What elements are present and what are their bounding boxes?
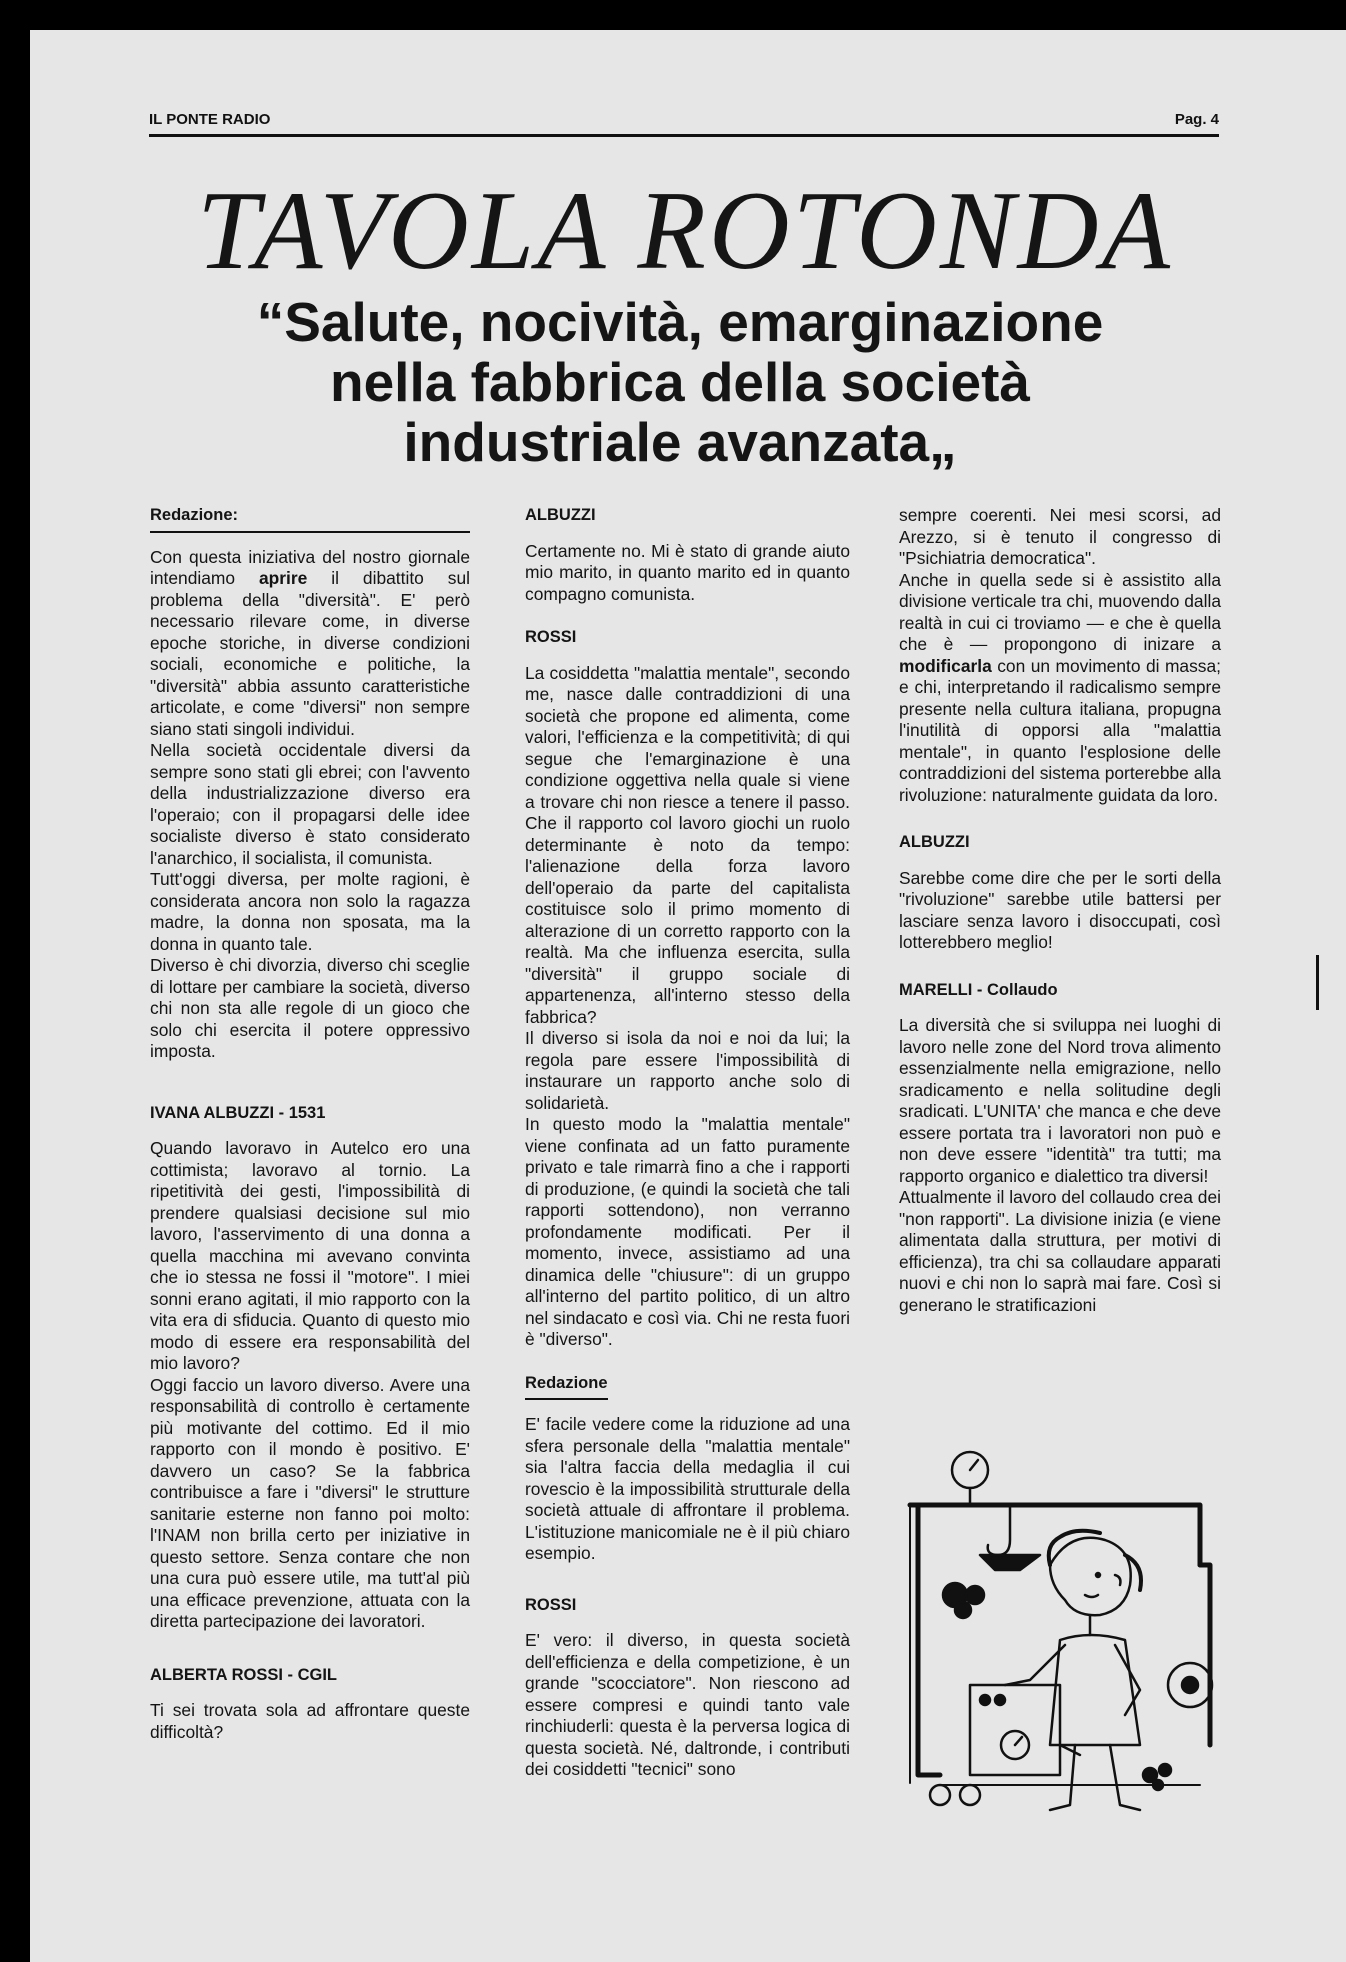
paragraph (899, 570, 1221, 807)
text-run: Con questa iniziativa del nostro giornale intendiamo (150, 546, 470, 588)
speaker-heading: ROSSI (525, 1595, 577, 1614)
speaker-heading: Redazione: (150, 505, 470, 533)
page-title: TAVOLA ROTONDA (197, 169, 1173, 293)
paragraph: Diverso è chi divorzia, diverso chi sceglie di lottare per cambiare la società, diverso chi non sta alle regole di un gioco che solo chi esercita il potere oppressivo imposta. (150, 955, 470, 1061)
paragraph (150, 547, 470, 741)
paragraph: In questo modo la "malattia mentale" viene confinata ad un fatto puramente privato e tale rimarrà fino a che i rapporti di produzione, (e quindi la società che tali rapporti sottendono), non verranno profondamente modificati. Per il momento, invece, assistiamo ad una dinamica delle "chiusure": di un gruppo all'interno del partito politico, di un altro nel sindacato e così via. Chi ne resta fuori è "diverso". (525, 1114, 850, 1349)
speaker-heading: ROSSI (525, 628, 577, 646)
speaker-heading: ALBUZZI (899, 833, 970, 851)
paragraph: Il diverso si isola da noi e noi da lui; la regola pare essere l'impossibilità di instaurare un rapporto anche solo di solidarietà. (525, 1028, 850, 1113)
woman-at-machine-drawing-icon (900, 1445, 1220, 1845)
page-number: Pag. 4 (1174, 111, 1219, 128)
paragraph: Nella società occidentale diversi da sempre sono stati gli ebrei; con l'avvento della industrializzazione diverso era l'operaio; con il propagarsi delle idee socialiste diverso è stato considerato l'anarchico, il socialista, il comunista. (150, 740, 470, 868)
paragraph: Certamente no. Mi è stato di grande aiuto mio marito, in quanto marito ed in quanto compagno comunista. (525, 540, 850, 604)
margin-mark (1316, 955, 1319, 1010)
paragraph: E' facile vedere come la riduzione ad una sfera personale della "malattia mentale" sia l'altra faccia della medaglia il cui rovescio è la impossibilità strutturale della società attuale di affrontare il problema. L'istituzione manicomiale ne è il più chiaro esempio. (525, 1414, 850, 1563)
emphasis-text: modificarla (899, 655, 992, 676)
speaker-heading: Redazione (525, 1373, 608, 1401)
paragraph: Tutt'oggi diversa, per molte ragioni, è considerata ancora non solo la ragazza madre, la donna non sposata, ma la donna in quanto tale. (150, 869, 470, 954)
text-run: Anche in quella sede si è assistito alla divisione verticale tra chi, muovendo dalla realtà in cui ci troviamo — e che è quella che è — propongono di inizare a (899, 569, 1221, 654)
emphasis-text: aprire (259, 568, 308, 588)
paragraph: sempre coerenti. Nei mesi scorsi, ad Arezzo, si è tenuto il congresso di "Psichiatria democratica". (899, 505, 1221, 568)
paragraph: Ti sei trovata sola ad affrontare queste difficoltà? (150, 1700, 470, 1742)
paragraph: Oggi faccio un lavoro diverso. Avere una responsabilità di controllo è certamente più motivante del cottimo. Ed il mio rapporto con il mondo è positivo. E' davvero un caso? Se la fabbrica contribuisce a fare i "diversi" le strutture sanitarie esterne non fanno poi molto: l'INAM non brilla certo per iniziative in questo settore. Senza contare che non una cura può essere utile, ma tutt'al più una efficace prevenzione, attuata con la diretta partecipazione dei lavoratori. (150, 1374, 470, 1631)
speaker-heading: ALBUZZI (525, 506, 596, 524)
paragraph: Quando lavoravo in Autelco ero una cottimista; lavoravo al tornio. La ripetitività dei gesti, l'impossibilità di prendere qualsiasi decisione sul mio lavoro, l'asservimento di una donna a quella macchina mi avevano convinta che io stessa ne fossi il "motore". I miei sonni erano agitati, il mio rapporto con la vita era di sfiducia. Quanto di questo mio modo di essere era responsabilità del mio lavoro? (150, 1138, 470, 1373)
speaker-heading: MARELLI - Collaudo (899, 980, 1058, 999)
paragraph: Sarebbe come dire che per le sorti della "rivoluzione" sarebbe utile battersi per lasciare senza lavoro i disoccupati, così lotterebbero meglio! (899, 867, 1221, 952)
paragraph: E' vero: il diverso, in questa società dell'efficienza e della competizione, è un grande "scocciatore". Non riescono ad essere compresi e quindi tanto vale rinchiuderli: questa è la perversa logica di questa società. Né, daltronde, i contributi dei cosiddetti "tecnici" sono (525, 1630, 850, 1779)
page-header (149, 111, 1219, 137)
text-run: con un movimento di massa; e chi, interpretando il radicalismo sempre presente nella cultura italiana, propugna l'inutilità di opporsi alla "malattia mentale", in quanto l'esplosione delle contraddizioni del sistema porterebbe alla rivoluzione: naturalmente guidata da loro. (899, 655, 1221, 805)
speaker-heading: ALBERTA ROSSI - CGIL (150, 1665, 337, 1684)
paragraph: Attualmente il lavoro del collaudo crea dei "non rapporti". La divisione inizia (e viene alimentata dalla struttura, per motivi di efficienza), tra chi sa collaudare apparati nuovi e chi non lo saprà mai fare. Così si generano le stratificazioni (899, 1187, 1221, 1315)
speaker-heading: IVANA ALBUZZI - 1531 (150, 1103, 326, 1122)
subtitle-line-3: industriale avanzata„ (403, 411, 957, 473)
publication-name: IL PONTE RADIO (149, 111, 271, 128)
column-2 (525, 505, 850, 1781)
paragraph: La cosiddetta "malattia mentale", secondo me, nasce dalle contraddizioni di una società che propone ed alimenta, come valori, l'efficienza e la competitività; di qui segue che l'emarginazione è una condizione oggettiva nella quale si viene a trovare chi non riesce a tenere il passo. Che il rapporto col lavoro giochi un ruolo determinante è noto da tempo: l'alienazione della forza lavoro dell'operaio da parte del capitalista costituisce solo il primo momento di alterazione di un corretto rapporto con la realtà. Ma che influenza esercita, sulla "diversità" il gruppo sociale di appartenenza, all'interno stesso della fabbrica? (525, 662, 850, 1027)
subtitle-line-1: “Salute, nocività, emarginazione (256, 291, 1104, 353)
column-1 (150, 505, 470, 1743)
subtitle-line-2: nella fabbrica della società (329, 351, 1030, 413)
text-run: il dibattito sul problema della "diversità". E' però necessario rilevare come, in diverse epoche storiche, in diverse condizioni sociali, economiche e politiche, la "diversità" abbia assunto caratteristiche articolate, e come "diversi" non sempre siano stati singoli individui. (150, 568, 470, 739)
column-3 (899, 505, 1221, 1316)
paragraph: La diversità che si sviluppa nei luoghi di lavoro nelle zone del Nord trova alimento essenzialmente nella emigrazione, nello sradicamento e nella solitudine degli sradicati. L'UNITA' che manca e che deve essere portata tra i lavoratori non può e non deve essere "identità" tra tutti; ma rapporto organico e dialettico tra diversi! (899, 1015, 1221, 1186)
article-subtitle (140, 292, 1220, 472)
